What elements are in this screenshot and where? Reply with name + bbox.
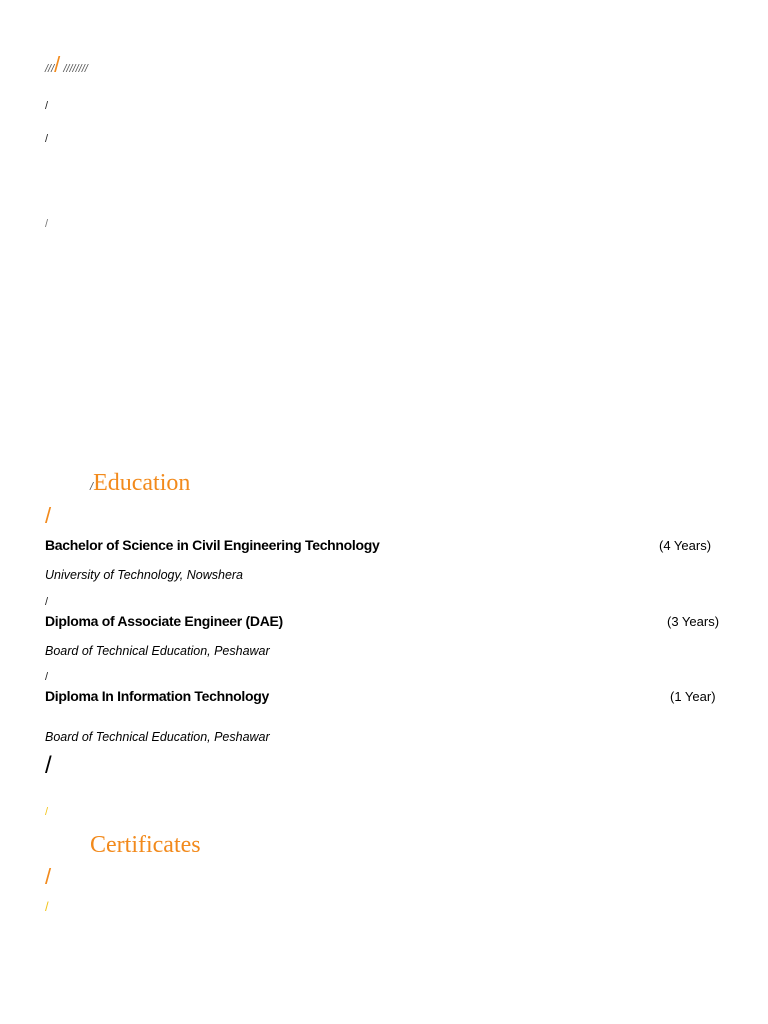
header-slashes-left: /// (45, 63, 55, 75)
entry-separator: / (45, 596, 49, 608)
section-spacer-slash: / (45, 806, 49, 818)
education-heading-prefix: / (90, 481, 94, 493)
certificates-title: Certificates (90, 832, 201, 858)
degree-title: Bachelor of Science in Civil Engineering Technology (45, 537, 380, 553)
header-slashes-right: //////// (63, 63, 88, 75)
certificates-underline: / (45, 864, 52, 889)
education-underline: / (45, 503, 52, 528)
placeholder-line-3: / (45, 218, 49, 230)
degree-title: Diploma In Information Technology (45, 688, 269, 704)
degree-duration: (1 Year) (670, 689, 716, 704)
degree-institution: Board of Technical Education, Peshawar (45, 730, 270, 744)
education-heading (90, 470, 190, 497)
placeholder-line-1: / (45, 100, 49, 112)
header-decoration (45, 52, 88, 78)
education-title: Education (93, 470, 191, 496)
certificates-spacer-slash: / (45, 899, 49, 914)
header-slash-accent: / (54, 52, 61, 77)
degree-duration: (3 Years) (667, 614, 720, 629)
entry-separator: / (45, 671, 49, 683)
placeholder-line-2: / (45, 133, 49, 145)
section-end-slash: / (45, 752, 52, 779)
degree-institution: University of Technology, Nowshera (45, 568, 244, 582)
degree-institution: Board of Technical Education, Peshawar (45, 644, 270, 658)
degree-title: Diploma of Associate Engineer (DAE) (45, 613, 283, 629)
degree-duration: (4 Years) (659, 538, 712, 553)
